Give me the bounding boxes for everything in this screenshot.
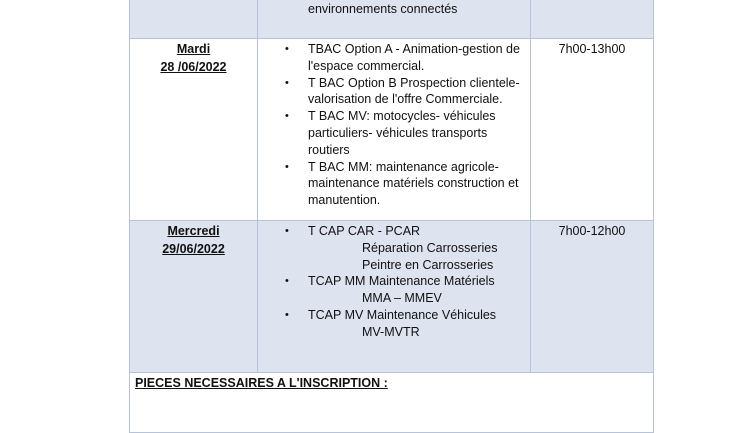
bullet-icon: •: [285, 43, 289, 55]
list-item: • TCAP MV Maintenance Véhicules MV-MVTR: [258, 307, 526, 341]
bullet-icon: •: [285, 308, 289, 321]
pieces-row: [130, 373, 654, 433]
sub-item: Réparation Carrosseries: [362, 240, 498, 255]
bullet-icon: •: [285, 76, 289, 89]
time-range: 7h00-12h00: [558, 224, 626, 238]
sub-item: MMA – MMEV: [362, 291, 442, 306]
pieces-heading: PIECES NECESSAIRES A L'INSCRIPTION :: [130, 373, 654, 433]
day-cell: [130, 0, 258, 39]
partial-line: [308, 0, 516, 1]
day-name: Mercredi: [167, 224, 220, 238]
schedule-row-mardi: [130, 39, 654, 221]
day-cell: [130, 39, 258, 221]
time-cell: [531, 39, 654, 221]
day-date: 29/06/2022: [162, 242, 225, 256]
time-range: 7h00-13h00: [558, 42, 626, 56]
bullet-icon: •: [285, 275, 289, 288]
subjects-cell: [258, 221, 531, 373]
subject-line: environnements connectés: [308, 2, 458, 16]
sub-item: MV-MVTR: [362, 324, 420, 339]
list-item: • TBAC Option A - Animation-gestion de l'espace commercial.: [285, 42, 520, 73]
list-item: • TCAP MM Maintenance Matériels MMA – MMEV: [258, 273, 526, 307]
schedule-table: [129, 0, 654, 433]
list-item: • T BAC MM: maintenance agricole-maintenance matériels construction et manutention.: [285, 159, 519, 208]
schedule-row-mercredi: [130, 221, 654, 373]
day-cell: [130, 221, 258, 373]
subjects-cell: [258, 39, 531, 221]
schedule-row-partial: [130, 0, 654, 39]
time-cell: [531, 0, 654, 39]
bullet-icon: •: [285, 225, 289, 237]
sub-item: Peintre en Carrosseries: [362, 257, 494, 272]
list-item: • T BAC MV: motocycles- véhicules particuliers- véhicules transports routiers: [285, 109, 496, 157]
list-item: • T CAP CAR - PCAR Réparation Carrosseries Peintre en Carrosseries: [258, 223, 526, 273]
time-cell: [531, 221, 654, 373]
bullet-icon: •: [285, 110, 289, 123]
subjects-cell: [258, 0, 531, 39]
bullet-icon: •: [285, 160, 289, 173]
day-name: Mardi: [176, 42, 211, 56]
day-date: 28 /06/2022: [160, 60, 227, 74]
list-item: • T BAC Option B Prospection clientele-valorisation de l'offre Commerciale.: [285, 75, 520, 107]
